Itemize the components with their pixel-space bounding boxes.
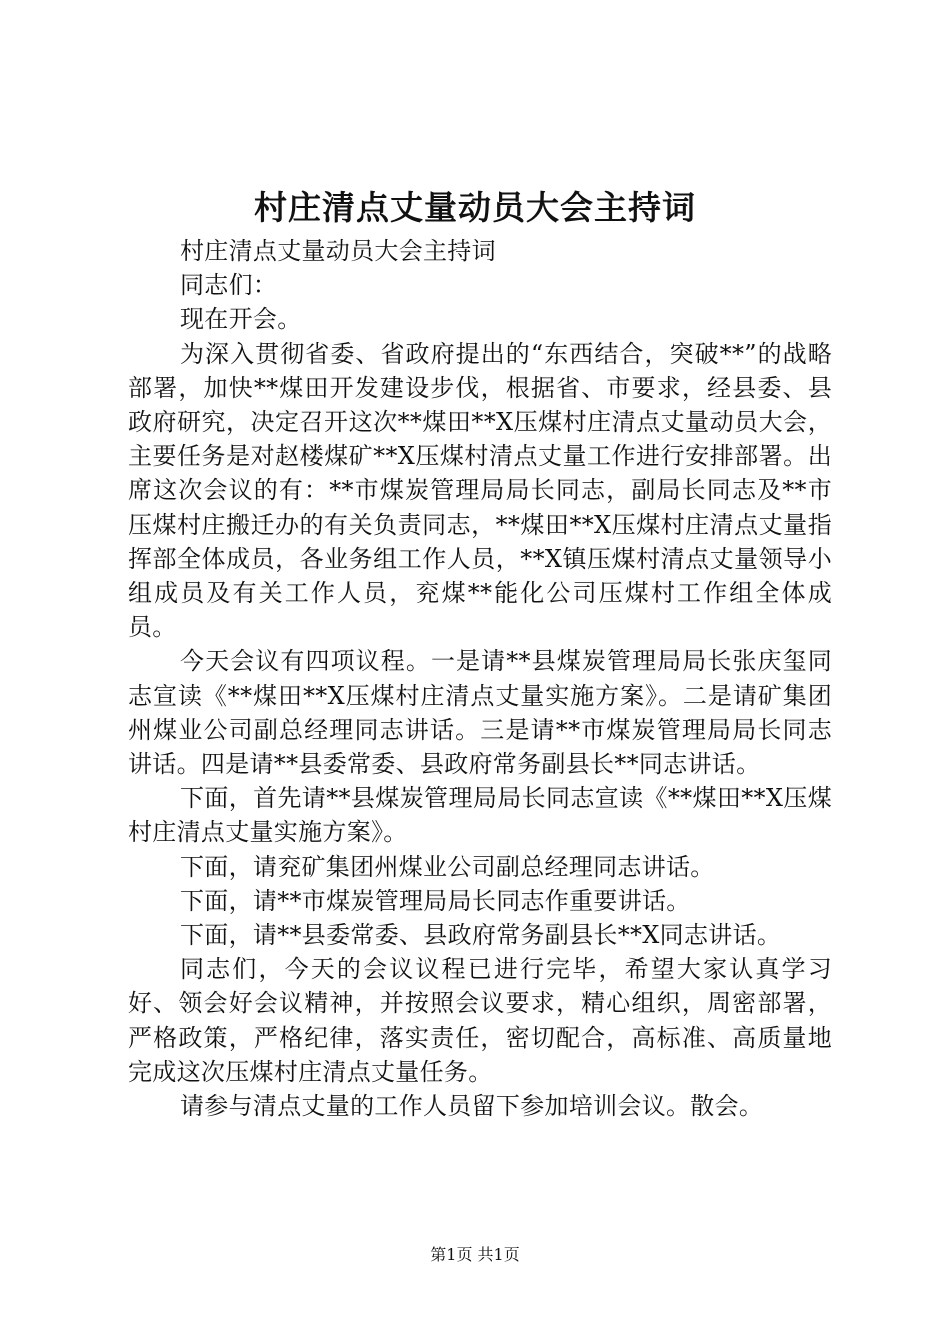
paragraph-subtitle: 村庄清点丈量动员大会主持词 <box>180 237 496 265</box>
paragraph-opening: 现在开会。 <box>180 305 302 334</box>
paragraph-adjourn: 请参与清点丈量的工作人员留下参加培训会议。散会。 <box>180 1092 764 1121</box>
page-number-footer: 第1页 共1页 <box>430 1245 520 1264</box>
paragraph-purpose: 为深入贯彻省委、省政府提出的“东西结合，突破**”的战略部署，加快**煤田开发建设步伐，根据省、市要求，经县委、县政府研究，决定召开这次**煤田**X压煤村庄清点丈量动员大会，主要任务是对赵楼煤矿**X压煤村清点丈量工作进行安排部署。出席这次会议的有：**市煤炭管理局局长同志，副局长同志及**市压煤村庄搬迁办的有关负责同志，**煤田**X压煤村庄清点丈量指挥部全体成员，各业务组工作人员，**X镇压煤村清点丈量领导小组成员及有关工作人员，兖煤**能化公司压煤村工作组全体成员。 <box>128 339 832 642</box>
paragraph-item-3: 下面，请**市煤炭管理局局长同志作重要讲话。 <box>180 886 691 915</box>
document-title: 村庄清点丈量动员大会主持词 <box>254 188 696 227</box>
paragraph-agenda: 今天会议有四项议程。一是请**县煤炭管理局局长张庆玺同志宣读《**煤田**X压煤村庄清点丈量实施方案》。二是请矿集团州煤业公司副总经理同志讲话。三是请**市煤炭管理局局长同志讲话。四是请**县委常委、县政府常务副县长**同志讲话。 <box>128 647 832 779</box>
paragraph-closing: 同志们，今天的会议议程已进行完毕，希望大家认真学习好、领会好会议精神，并按照会议要求，精心组织，周密部署，严格政策，严格纪律，落实责任，密切配合，高标准、高质量地完成这次压煤村庄清点丈量任务。 <box>128 955 832 1086</box>
paragraph-item-2: 下面，请兖矿集团州煤业公司副总经理同志讲话。 <box>180 852 715 881</box>
paragraph-item-4: 下面，请**县委常委、县政府常务副县长**X同志讲话。 <box>180 921 782 950</box>
paragraph-salutation: 同志们： <box>180 271 278 300</box>
paragraph-item-1: 下面，首先请**县煤炭管理局局长同志宣读《**煤田**X压煤村庄清点丈量实施方案》。 <box>128 784 832 847</box>
document-body <box>128 234 832 1123</box>
